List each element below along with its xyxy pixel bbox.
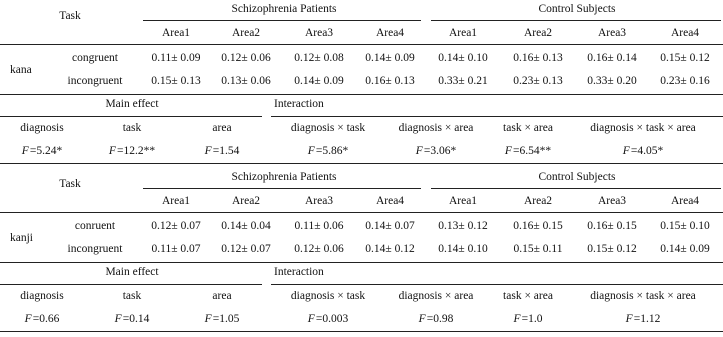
f-statistic	[205, 144, 240, 158]
task-row-label: kana	[10, 64, 32, 76]
mean-sd-cell: 0.13± 0.12	[438, 220, 488, 232]
f-statistic	[115, 312, 150, 326]
mean-sd-cell: 0.14± 0.10	[438, 243, 488, 255]
area-header: Area2	[231, 27, 261, 39]
table-bottom-rule	[0, 262, 723, 263]
mean-sd-cell: 0.15± 0.12	[660, 52, 710, 64]
mean-sd-cell: 0.12± 0.07	[221, 243, 271, 255]
controls-header: Control Subjects	[538, 171, 616, 183]
interaction-header: Interaction	[274, 98, 324, 110]
task-header: Task	[59, 178, 81, 190]
effect-label: task	[122, 290, 142, 302]
mean-sd-cell: 0.15± 0.12	[587, 243, 637, 255]
effect-label: task × area	[503, 122, 553, 134]
area-header: Area2	[523, 195, 553, 207]
section-bottom-rule	[0, 331, 723, 332]
controls-underline	[431, 20, 721, 21]
f-value: =0.98	[426, 313, 454, 325]
mean-sd-cell: 0.11± 0.07	[151, 243, 201, 255]
mean-sd-cell: 0.16± 0.13	[513, 52, 563, 64]
mean-sd-cell: 0.14± 0.09	[294, 75, 344, 87]
f-symbol: F	[307, 145, 315, 157]
f-value: =4.05*	[630, 145, 664, 157]
area-header: Area1	[161, 195, 191, 207]
area-header: Area4	[670, 27, 700, 39]
interaction-header: Interaction	[274, 266, 324, 278]
section-bottom-rule	[0, 163, 723, 164]
area-header: Area1	[161, 27, 191, 39]
mean-sd-cell: 0.14± 0.04	[221, 220, 271, 232]
f-statistic	[25, 312, 60, 326]
area-header: Area4	[375, 195, 405, 207]
mean-sd-cell: 0.11± 0.06	[294, 220, 344, 232]
mean-sd-cell: 0.13± 0.06	[221, 75, 271, 87]
main-effect-header: Main effect	[105, 98, 159, 110]
mean-sd-cell: 0.15± 0.11	[513, 243, 563, 255]
f-symbol: F	[504, 145, 512, 157]
f-symbol: F	[24, 313, 32, 325]
area-header: Area1	[448, 195, 478, 207]
mean-sd-cell: 0.23± 0.16	[660, 75, 710, 87]
mean-sd-cell: 0.15± 0.13	[151, 75, 201, 87]
mean-sd-cell: 0.16± 0.13	[365, 75, 415, 87]
mean-sd-cell: 0.11± 0.09	[151, 52, 201, 64]
condition-label: incongruent	[67, 75, 123, 87]
f-value: =12.2**	[116, 145, 156, 157]
area-header: Area4	[375, 27, 405, 39]
f-value: =1.0	[521, 313, 543, 325]
area-header: Area4	[670, 195, 700, 207]
mean-sd-cell: 0.15± 0.10	[660, 220, 710, 232]
mean-sd-cell: 0.14± 0.09	[365, 52, 415, 64]
mean-sd-cell: 0.16± 0.15	[587, 220, 637, 232]
f-symbol: F	[625, 313, 633, 325]
condition-label: congruent	[72, 52, 118, 64]
f-statistic	[205, 312, 240, 326]
mean-sd-cell: 0.33± 0.20	[587, 75, 637, 87]
effect-label: diagnosis × task × area	[590, 290, 696, 302]
f-value: =1.54	[212, 145, 240, 157]
area-header: Area3	[597, 195, 627, 207]
mean-sd-cell: 0.12± 0.07	[151, 220, 201, 232]
mean-sd-cell: 0.12± 0.08	[294, 52, 344, 64]
mean-sd-cell: 0.12± 0.06	[294, 243, 344, 255]
f-value: =0.66	[32, 313, 60, 325]
effect-label: diagnosis × area	[398, 122, 474, 134]
condition-label: incongruent	[67, 243, 123, 255]
f-symbol: F	[415, 145, 423, 157]
f-statistic	[623, 144, 663, 158]
f-symbol: F	[307, 313, 315, 325]
task-row-label: kanji	[10, 232, 33, 244]
header-rule	[0, 212, 723, 213]
f-value: =0.003	[315, 313, 349, 325]
mean-sd-cell: 0.14± 0.09	[660, 243, 710, 255]
mean-sd-cell: 0.16± 0.14	[587, 52, 637, 64]
f-statistic	[109, 144, 155, 158]
effect-label: diagnosis	[20, 290, 64, 302]
effect-label: diagnosis × task	[290, 122, 366, 134]
f-value: =6.54**	[512, 145, 552, 157]
effect-label: task × area	[503, 290, 553, 302]
interaction-underline	[271, 116, 723, 117]
f-value: =5.86*	[315, 145, 349, 157]
f-value: =0.14	[122, 313, 150, 325]
f-symbol: F	[114, 313, 122, 325]
effect-label: diagnosis × area	[398, 290, 474, 302]
f-statistic	[514, 312, 543, 326]
f-statistic	[22, 144, 62, 158]
f-value: =3.06*	[423, 145, 457, 157]
mean-sd-cell: 0.14± 0.07	[365, 220, 415, 232]
patients-underline	[143, 188, 421, 189]
f-symbol: F	[204, 145, 212, 157]
condition-label: conruent	[74, 220, 116, 232]
f-symbol: F	[108, 145, 116, 157]
main-effect-header: Main effect	[105, 266, 159, 278]
f-statistic	[308, 144, 348, 158]
interaction-underline	[271, 284, 723, 285]
mean-sd-cell: 0.14± 0.10	[438, 52, 488, 64]
header-rule	[0, 44, 723, 45]
f-symbol: F	[622, 145, 630, 157]
f-value: =1.12	[633, 313, 661, 325]
table-bottom-rule	[0, 94, 723, 95]
area-header: Area2	[523, 27, 553, 39]
main-effect-underline	[0, 116, 262, 117]
mean-sd-cell: 0.23± 0.13	[513, 75, 563, 87]
main-effect-underline	[0, 284, 262, 285]
area-header: Area3	[597, 27, 627, 39]
f-statistic	[626, 312, 661, 326]
f-statistic	[419, 312, 454, 326]
controls-header: Control Subjects	[538, 3, 616, 15]
area-header: Area1	[448, 27, 478, 39]
f-statistic	[505, 144, 551, 158]
mean-sd-cell: 0.12± 0.06	[221, 52, 271, 64]
area-header: Area2	[231, 195, 261, 207]
patients-header: Schizophrenia Patients	[231, 171, 337, 183]
patients-underline	[143, 20, 421, 21]
effect-label: task	[122, 122, 142, 134]
f-statistic	[416, 144, 456, 158]
f-symbol: F	[418, 313, 426, 325]
mean-sd-cell: 0.14± 0.12	[365, 243, 415, 255]
f-symbol: F	[513, 313, 521, 325]
f-symbol: F	[204, 313, 212, 325]
effect-label: area	[212, 290, 232, 302]
f-value: =5.24*	[29, 145, 63, 157]
effect-label: diagnosis × task × area	[590, 122, 696, 134]
f-symbol: F	[21, 145, 29, 157]
mean-sd-cell: 0.16± 0.15	[513, 220, 563, 232]
effect-label: area	[212, 122, 232, 134]
effect-label: diagnosis × task	[290, 290, 366, 302]
patients-header: Schizophrenia Patients	[231, 3, 337, 15]
mean-sd-cell: 0.33± 0.21	[438, 75, 488, 87]
task-header: Task	[59, 10, 81, 22]
area-header: Area3	[304, 27, 334, 39]
area-header: Area3	[304, 195, 334, 207]
f-statistic	[308, 312, 348, 326]
f-value: =1.05	[212, 313, 240, 325]
controls-underline	[431, 188, 721, 189]
effect-label: diagnosis	[20, 122, 64, 134]
